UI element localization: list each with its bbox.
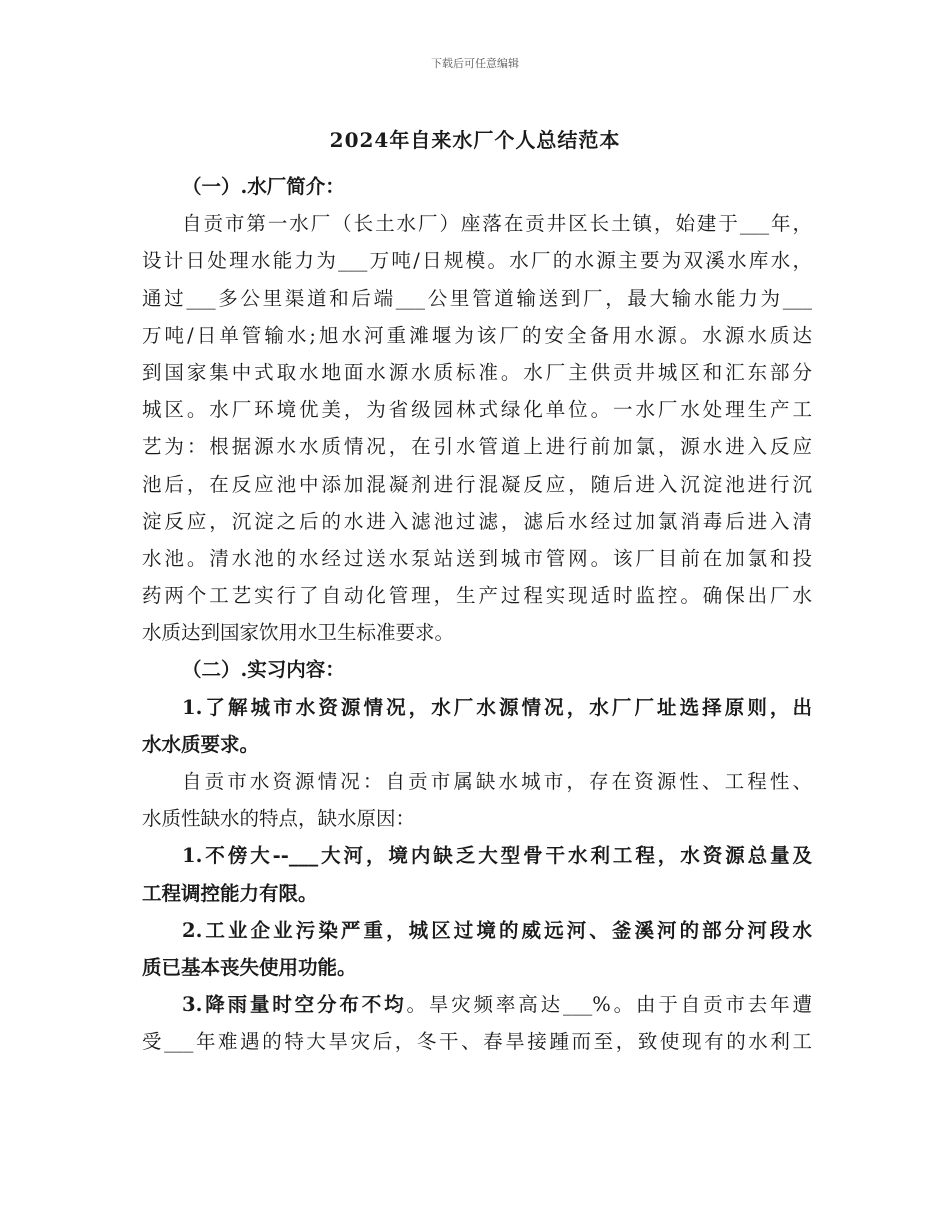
paragraph-line: 城区。水厂环境优美，为省级园林式绿化单位。一水厂水处理生产工 xyxy=(142,398,812,422)
document-title: 2024年自来水厂个人总结范本 xyxy=(329,128,621,152)
paragraph-line: 池后，在反应池中添加混凝剂进行混凝反应，随后进入沉淀池进行沉 xyxy=(142,472,812,496)
paragraph-line: 药两个工艺实行了自动化管理，生产过程实现适时监控。确保出厂水 xyxy=(142,584,812,608)
paragraph-line: 水质性缺水的特点，缺水原因： xyxy=(142,807,416,831)
paragraph-line: 水池。清水池的水经过送水泵站送到城市管网。该厂目前在加氯和投 xyxy=(142,546,812,570)
paragraph-line: 艺为：根据源水水质情况，在引水管道上进行前加氯，源水进入反应 xyxy=(142,435,812,459)
list-item-bold: 1.不傍大--___大河，境内缺乏大型骨干水利工程，水资源总量及 xyxy=(182,844,812,868)
document-body xyxy=(142,168,812,1061)
paragraph-line: 自贡市第一水厂（长土水厂）座落在贡井区长土镇，始建于___年， xyxy=(182,212,812,236)
header-note: 下载后可任意编辑 xyxy=(431,57,519,70)
paragraph-line: 受___年难遇的特大旱灾后，冬干、春旱接踵而至，致使现有的水利工 xyxy=(142,1030,812,1054)
paragraph-line: 万吨/日单管输水;旭水河重滩堰为该厂的安全备用水源。水源水质达 xyxy=(142,323,812,347)
list-item-lead: 3.降雨量时空分布不均 xyxy=(182,993,407,1017)
paragraph-line: 通过___多公里渠道和后端___公里管道输送到厂，最大输水能力为___ xyxy=(142,286,812,310)
paragraph-line: 到国家集中式取水地面水源水质标准。水厂主供贡井城区和汇东部分 xyxy=(142,360,812,384)
list-item-rest: 。旱灾频率高达___%。由于自贡市去年遭 xyxy=(406,993,813,1017)
paragraph-line: 水质达到国家饮用水卫生标准要求。 xyxy=(142,621,455,645)
paragraph-line: 自贡市水资源情况：自贡市属缺水城市，存在资源性、工程性、 xyxy=(182,770,812,793)
paragraph-line: 淀反应，沉淀之后的水进入滤池过滤，滤后水经过加氯消毒后进入清 xyxy=(142,509,812,533)
list-item-bold: 1.了解城市水资源情况，水厂水源情况，水厂厂址选择原则，出 xyxy=(182,695,812,719)
section-heading-internship: （二）.实习内容： xyxy=(182,658,345,682)
list-item-mixed xyxy=(142,986,812,1023)
list-item-bold: 水水质要求。 xyxy=(142,732,260,756)
list-item-bold: 工程调控能力有限。 xyxy=(142,881,318,905)
list-item-bold: 质已基本丧失使用功能。 xyxy=(142,955,357,979)
section-heading-intro: （一）.水厂简介： xyxy=(182,175,345,198)
paragraph-line: 设计日处理水能力为___万吨/日规模。水厂的水源主要为双溪水库水， xyxy=(142,249,812,273)
list-item-bold: 2.工业企业污染严重，城区过境的威远河、釜溪河的部分河段水 xyxy=(182,918,812,942)
